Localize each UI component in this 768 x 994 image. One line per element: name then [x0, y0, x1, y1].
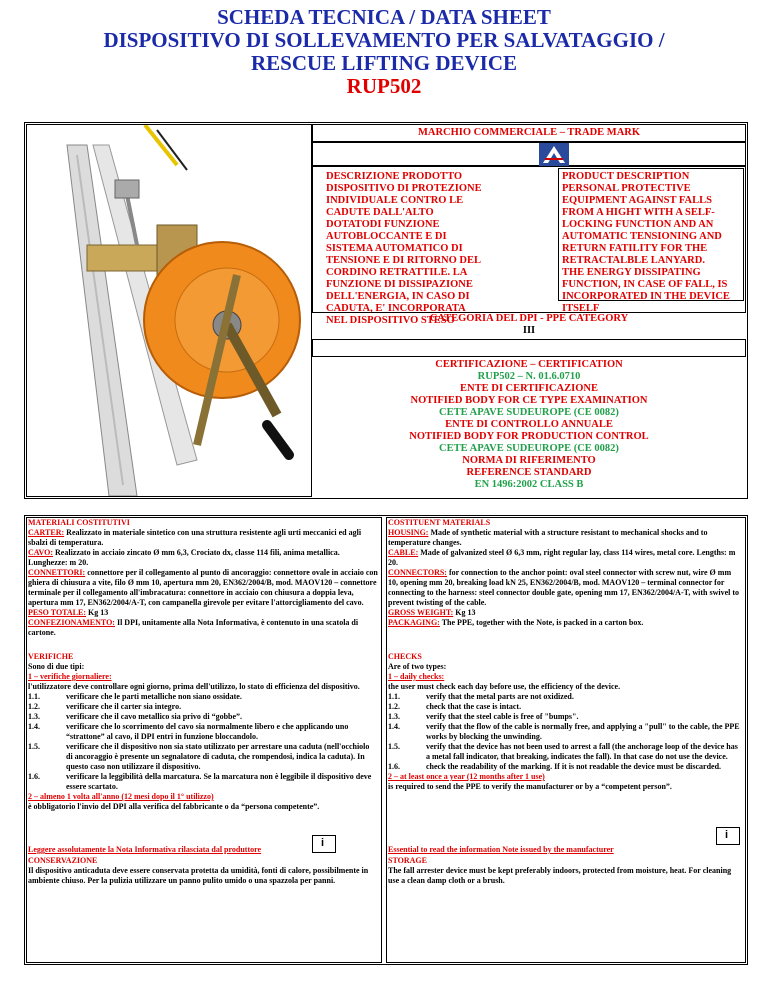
checks-en-yearly-text: is required to send the PPE to verify the manufacturer or by a “competent person”.	[388, 782, 672, 791]
check-item-number: 1.4.	[28, 722, 40, 731]
ppe-category-value: III	[522, 325, 536, 336]
storage-it-text: Il dispositivo anticaduta deve essere conservata protetta da umidità, fonti di calore, possibilmente in ambiente chiuso. Per la pulizia utilizzare un panno pulito umido o una spazzola per panni.	[28, 866, 369, 885]
info-note-it: Leggere assolutamente la Nota Informativa rilasciata dal produttore	[28, 845, 262, 854]
description-line: FUNCTION, IN CASE OF FALL, IS	[562, 279, 728, 290]
description-line: DELL'ENERGIA, IN CASO DI	[326, 291, 470, 302]
check-item	[388, 692, 743, 702]
description-it-title: DESCRIZIONE PRODOTTO	[326, 171, 463, 182]
description-line: TENSIONE E DI RITORNO DEL	[326, 255, 482, 266]
checks-it-items	[28, 692, 378, 792]
check-item	[388, 742, 743, 762]
description-line: ITSELF	[562, 303, 600, 314]
cavo-text: Realizzato in acciaio zincato Ø mm 6,3, Crociato dx, classe 114 fili, anima metallica. Lunghezze: m 20.	[28, 548, 340, 567]
doc-title-line3: RESCUE LIFTING DEVICE	[250, 51, 518, 75]
cert-control-name: CETE APAVE SUDEUROPE (CE 0082)	[439, 443, 619, 454]
doc-model: RUP502	[346, 74, 422, 98]
description-line: NEL DISPOSITIVO STESO	[326, 315, 455, 326]
spacer-cell	[312, 339, 746, 357]
storage-en	[388, 856, 743, 886]
description-it-text	[326, 183, 558, 327]
info-note-en: Essential to read the information Note issued by the manufacturer	[388, 845, 614, 854]
check-item	[388, 762, 743, 772]
check-item-text: check that the case is intact.	[426, 702, 522, 711]
confezionamento-label: CONFEZIONAMENTO:	[28, 618, 115, 627]
brand-logo	[539, 143, 569, 167]
description-line: FUNZIONE DI DISSIPAZIONE	[326, 279, 473, 290]
housing-label: HOUSING:	[388, 528, 429, 537]
checks-it-intro: Sono di due tipi:	[28, 662, 85, 671]
product-photo	[27, 125, 311, 496]
description-line: INCORPORATED IN THE DEVICE	[562, 291, 730, 302]
check-item-number: 1.6.	[28, 772, 40, 781]
cert-body-name: CETE APAVE SUDEUROPE (CE 0082)	[439, 407, 619, 418]
weight-label: GROSS WEIGHT:	[388, 608, 454, 617]
logo-cell	[312, 142, 746, 166]
check-item-number: 1.2.	[388, 702, 400, 711]
check-item	[28, 692, 378, 702]
check-item-number: 1.1.	[388, 692, 400, 701]
check-item-text: check the readability of the marking. If it is not readable the device must be discarded.	[426, 762, 722, 771]
norm-en: REFERENCE STANDARD	[466, 467, 592, 478]
packaging-label: PACKAGING:	[388, 618, 440, 627]
description-line: THE ENERGY DISSIPATING	[562, 267, 701, 278]
check-item-number: 1.5.	[28, 742, 40, 751]
storage-en-title: STORAGE	[388, 856, 427, 865]
trademark-label: MARCHIO COMMERCIALE – TRADE MARK	[417, 127, 641, 138]
carter-text: Realizzato in materiale sintetico con una struttura resistente agli urti meccanici ed agli sbalzi di temperatura.	[28, 528, 362, 547]
materials-en-title: COSTITUENT MATERIALS	[388, 518, 491, 527]
photo-cell	[26, 124, 312, 497]
check-item-text: verificare che le parti metalliche non siano ossidate.	[66, 692, 242, 701]
checks-en-items	[388, 692, 743, 772]
check-item	[28, 702, 378, 712]
checks-en-title: CHECKS	[388, 652, 422, 661]
checks-en-daily: 1 – daily checks:	[388, 672, 445, 681]
check-item-text: verificare che il cavo metallico sia privo di “gobbe”.	[66, 712, 243, 721]
cavo-label: CAVO:	[28, 548, 54, 557]
cert-body-it: ENTE DI CERTIFICAZIONE	[460, 383, 598, 394]
description-en-text	[562, 183, 747, 315]
description-en-title: PRODUCT DESCRIPTION	[562, 171, 690, 182]
check-item-text: verify that the steel cable is free of "bumps".	[426, 712, 579, 721]
housing-text: Made of synthetic material with a structure resistant to mechanical shocks and to temperature changes.	[388, 528, 708, 547]
check-item	[28, 742, 378, 772]
materials-en	[388, 518, 743, 628]
description-line: DOTATODI FUNZIONE	[326, 219, 440, 230]
check-item	[388, 712, 743, 722]
description-line: DISPOSITIVO DI PROTEZIONE	[326, 183, 482, 194]
connectors-label: CONNECTORS:	[388, 568, 447, 577]
materials-it-title: MATERIALI COSTITUTIVI	[28, 518, 130, 527]
check-item-number: 1.1.	[28, 692, 40, 701]
check-item-text: verify that the device has not been used to arrest a fall (the anchorage loop of the device has a metal fall indicator, that breaking, indicates the fall). In that case do not use the device.	[426, 742, 738, 761]
peso-text: Kg 13	[86, 608, 109, 617]
norm-it: NORMA DI RIFERIMENTO	[462, 455, 596, 466]
storage-it	[28, 856, 378, 886]
cert-control-en: NOTIFIED BODY FOR PRODUCTION CONTROL	[409, 431, 649, 442]
check-item-number: 1.4.	[388, 722, 400, 731]
cable-text: Made of galvanized steel Ø 6,3 mm, right regular lay, class 114 wires, metal core. Lengths: m 20.	[388, 548, 736, 567]
check-item-text: verificare che lo scorrimento del cavo sia normalmente libero e che applicando uno “strattone” al cavo, il DPI entri in funzione bloccandolo.	[66, 722, 349, 741]
packaging-text: The PPE, together with the Note, is packed in a carton box.	[439, 618, 644, 627]
description-line: INDIVIDUALE CONTRO LE	[326, 195, 464, 206]
checks-it-daily-text: l'utilizzatore deve controllare ogni giorno, prima dell'utilizzo, lo stato di efficienza del dispositivo.	[28, 682, 360, 691]
checks-it-yearly: 2 – almeno 1 volta all'anno (12 mesi dopo il 1° utilizzo)	[28, 792, 214, 801]
description-line: EQUIPMENT AGAINST FALLS	[562, 195, 712, 206]
cert-number: RUP502 – N. 01.6.0710	[477, 371, 581, 382]
check-item-number: 1.6.	[388, 762, 400, 771]
description-line: PERSONAL PROTECTIVE	[562, 183, 691, 194]
check-item	[388, 722, 743, 742]
cable-label: CABLE:	[388, 548, 419, 557]
checks-en	[388, 652, 743, 792]
confezionamento-text: Il DPI, unitamente alla Nota Informativa, è contenuto in una scatola di cartone.	[28, 618, 359, 637]
description-line: RETRACTALBLE LANYARD.	[562, 255, 705, 266]
doc-title-line2: DISPOSITIVO DI SOLLEVAMENTO PER SALVATAGGIO /	[103, 28, 665, 52]
checks-it-daily: 1 – verifiche giornaliere:	[28, 672, 112, 681]
description-line: CADUTE DALL'ALTO	[326, 207, 434, 218]
check-item-text: verify that the flow of the cable is normally free, and applying a "pull" to the cable, the PPE works by blocking the unwinding.	[426, 722, 740, 741]
check-item-text: verificare che il carter sia integro.	[66, 702, 182, 711]
description-line: LOCKING FUNCTION AND AN	[562, 219, 714, 230]
checks-it-yearly-text: è obbligatorio l'invio del DPI alla verifica del fabbricante o da “persona competente”.	[28, 802, 320, 811]
storage-it-title: CONSERVAZIONE	[28, 856, 98, 865]
peso-label: PESO TOTALE:	[28, 608, 87, 617]
carter-label: CARTER:	[28, 528, 65, 537]
description-line: CORDINO RETRATTILE. LA	[326, 267, 468, 278]
cert-control-it: ENTE DI CONTROLLO ANNUALE	[445, 419, 613, 430]
check-item	[28, 712, 378, 722]
check-item-number: 1.3.	[388, 712, 400, 721]
description-line: SISTEMA AUTOMATICO DI	[326, 243, 463, 254]
description-line: FROM A HIGHT WITH A SELF-	[562, 207, 715, 218]
info-book-icon: i	[312, 835, 336, 853]
check-item-text: verificare che il dispositivo non sia stato utilizzato per arrestare una caduta (nell'occhiolo di ancoraggio è presente un segnalatore di caduta, che rompendosi, indica la caduta). In questo caso non utilizzare il dispositivo.	[66, 742, 370, 771]
norm-value: EN 1496:2002 CLASS B	[474, 479, 584, 490]
connectors-text: for connection to the anchor point: oval steel connector with screw nut, wire Ø mm 10, opening mm 20, breaking load kN 25, EN362/2004/B, mod. MAOV120 – terminal connector for connecting to the harness: steel connector double gate, opening mm 17, EN362/2004/A-T, with swivel to prevent twisting of the cable.	[388, 568, 740, 607]
checks-it-title: VERIFICHE	[28, 652, 74, 661]
check-item	[28, 772, 378, 792]
doc-title-line1: SCHEDA TECNICA / DATA SHEET	[217, 5, 551, 29]
description-line: RETURN FATILITY FOR THE	[562, 243, 708, 254]
check-item-number: 1.5.	[388, 742, 400, 751]
check-item	[388, 702, 743, 712]
checks-en-yearly: 2 – at least once a year (12 months after 1 use)	[388, 772, 545, 781]
checks-en-intro: Are of two types:	[388, 662, 447, 671]
materials-it	[28, 518, 378, 638]
storage-en-text: The fall arrester device must be kept preferably indoors, protected from moisture, heat. For cleaning use a clean damp cloth or a brush.	[388, 866, 732, 885]
check-item-number: 1.3.	[28, 712, 40, 721]
description-line: AUTOBLOCCANTE E DI	[326, 231, 447, 242]
description-line: AUTOMATIC TENSIONING AND	[562, 231, 722, 242]
check-item-number: 1.2.	[28, 702, 40, 711]
check-item-text: verify that the metal parts are not oxidized.	[426, 692, 574, 701]
check-item	[28, 722, 378, 742]
description-line: CADUTA, E' INCORPORATA	[326, 303, 466, 314]
info-book-icon: i	[716, 827, 740, 845]
connettori-label: CONNETTORI:	[28, 568, 86, 577]
check-item-text: verificare la leggibilità della marcatura. Se la marcatura non è leggibile il dispositivo deve essere scartato.	[66, 772, 372, 791]
weight-text: Kg 13	[453, 608, 476, 617]
ppe-category-label: CATEGORIA DEL DPI - PPE CATEGORY	[429, 313, 629, 324]
cert-title: CERTIFICAZIONE – CERTIFICATION	[435, 359, 623, 370]
checks-en-daily-text: the user must check each day before use, the efficiency of the device.	[388, 682, 621, 691]
cert-body-en: NOTIFIED BODY FOR CE TYPE EXAMINATION	[410, 395, 648, 406]
checks-it	[28, 652, 378, 812]
connettori-text: connettore per il collegamento al punto di ancoraggio: connettore ovale in acciaio con ghiera di chiusura a vite, filo Ø mm 10, apertura mm 20, EN362/2004/B, mod. MAOV120 – connettore terminale per il collegamento all'imbracatura: connettore in acciaio con chiusura a doppia leva, apertura mm 17, EN362/2004/A-T, con campanella girevole per evitare l'attorcigliamento del cavo.	[28, 568, 378, 607]
